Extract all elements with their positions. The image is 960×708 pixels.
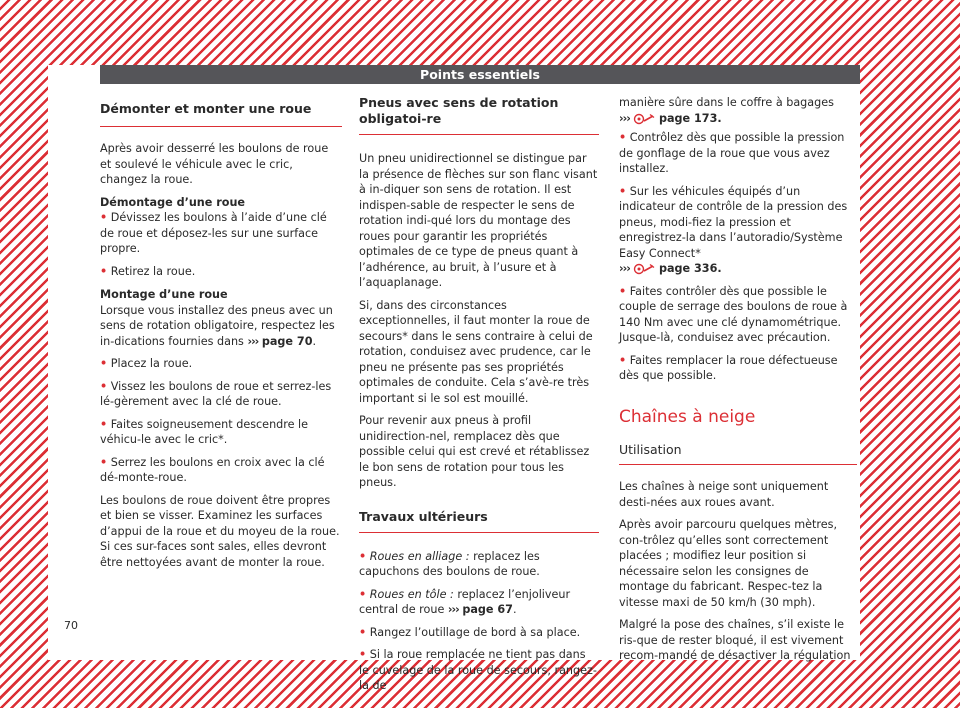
subsection-title-utilisation: Utilisation: [619, 442, 857, 466]
column-3: [619, 95, 857, 671]
paragraph: Un pneu unidirectionnel se distingue par la présence de flèches sur son flanc visant à in-diquer son sens de rotation. Il est indispen-sable de respecter le sens de rotation indi-qué lors du montage des roues pour garantir les propriétés optimales de ce type de pneus quant à l’adhérence, au bruit, à l’usure et à l’aquaplanage.: [359, 152, 598, 289]
bullet-icon: •: [359, 648, 367, 661]
list-item: • Faites soigneusement descendre le véhicu-le avec le cric*.: [100, 417, 309, 446]
bullet-icon: •: [619, 131, 627, 144]
bullet-icon: •: [619, 184, 627, 198]
continued-paragraph: manière sûre dans le coffre à bagages ››› page 173.: [619, 96, 834, 125]
montage-paragraph: Lorsque vous installez des pneus avec un sens de rotation obligatoire, respectez les in-dications fournies dans ››› page 70.: [100, 303, 335, 348]
bullet-icon: •: [100, 357, 108, 370]
tools-icon: [633, 263, 655, 275]
tools-icon: [633, 113, 655, 125]
link-arrow-icon: ›››: [619, 262, 630, 275]
paragraph: Si, dans des circonstances exceptionnelles, il faut monter la roue de secours* dans le sens contraire à celui de rotation, conduisez avec prudence, car le pneu ne présente pas ses propriétés optimales de conduite. Cela s’avè-re très important si le sol est mouillé.: [359, 298, 593, 405]
list-item: • Roues en tôle : replacez l’enjoliveur central de roue ››› page 67.: [359, 587, 571, 616]
paragraph: Malgré la pose des chaînes, s’il existe le ris-que de rester bloqué, il est vivement recom-mandé de désactiver la régulation: [619, 618, 851, 662]
page-number: 70: [48, 617, 94, 635]
bullet-icon: •: [359, 587, 367, 601]
link-arrow-icon: ›››: [619, 111, 630, 125]
section-heading-pneus: Pneus avec sens de rotation obligatoi-re: [359, 95, 599, 135]
bullet-icon: •: [100, 264, 108, 278]
list-item: • Rangez l’outillage de bord à sa place.: [359, 625, 581, 639]
page-link[interactable]: page 336.: [658, 262, 722, 275]
page-link[interactable]: page 173.: [658, 111, 722, 125]
bullet-icon: •: [359, 549, 367, 563]
bullet-icon: •: [359, 625, 367, 639]
list-item: • Faites contrôler dès que possible le couple de serrage des boulons de roue à 140 Nm avec une clé dynamométrique. Jusque-là, conduisez avec précaution.: [619, 284, 848, 344]
page: [48, 65, 860, 692]
bullet-icon: •: [100, 211, 108, 224]
bullet-icon: •: [619, 284, 627, 298]
link-arrow-icon: ›››: [247, 334, 259, 348]
list-item: • Serrez les boulons en croix avec la clé dé-monte-roue.: [100, 455, 325, 484]
paragraph: Après avoir parcouru quelques mètres, con-trôlez qu’elles sont correctement placées ; modifiez leur position si nécessaire selon les consignes de montage du fabricant. Respec-tez la vitesse maxi de 50 km/h (30 mph).: [619, 518, 838, 609]
list-item: • Roues en alliage : replacez les capuchons des boulons de roue.: [359, 549, 540, 578]
montage-title: Montage d’une roue: [100, 288, 228, 301]
link-arrow-icon: ›››: [447, 603, 459, 616]
list-item: • Sur les véhicules équipés d’un indicateur de contrôle de la pression des pneus, modi-fiez la pression et enregistrez-la dans l’autoradio/Système Easy Connect* ››› page 336.: [619, 184, 848, 275]
page-link[interactable]: page 67: [462, 603, 513, 616]
list-item: • Faites remplacer la roue défectueuse dès que possible.: [619, 353, 838, 382]
section-title-chaines: Chaînes à neige: [619, 406, 756, 427]
section-heading-demonter: Démonter et monter une roue: [100, 101, 342, 127]
bullet-icon: •: [100, 417, 108, 431]
list-item: • Vissez les boulons de roue et serrez-les lé-gèrement avec la clé de roue.: [100, 379, 332, 408]
list-item: • Placez la roue.: [100, 357, 193, 370]
bullet-icon: •: [619, 353, 627, 367]
bullet-icon: •: [100, 455, 108, 469]
page-header: Points essentiels: [100, 65, 860, 84]
column-1: [100, 101, 342, 577]
bullet-icon: •: [100, 379, 108, 393]
list-item: • Si la roue remplacée ne tient pas dans le cuvelage de la roue de secours, rangez-la de: [359, 648, 597, 692]
page-link[interactable]: page 70: [261, 334, 313, 348]
closing-paragraph: Les boulons de roue doivent être propres et bien se visser. Examinez les surfaces d’appui de la roue et du moyeu de la roue. Si ces sur-faces sont sales, elles devront être nettoyées avant de monter la roue.: [100, 493, 340, 569]
list-item: • Retirez la roue.: [100, 264, 196, 278]
list-item: • Dévissez les boulons à l’aide d’une clé de roue et déposez-les sur une surface propre.: [100, 211, 327, 255]
intro-paragraph: Après avoir desserré les boulons de roue et soulevé le véhicule avec le cric, changez la roue.: [100, 142, 329, 186]
paragraph: Pour revenir aux pneus à profil unidirection-nel, remplacez dès que possible celui qui est crevé et rétablissez le bon sens de rotation pour tous les pneus.: [359, 414, 590, 489]
demontage-title: Démontage d’une roue: [100, 195, 245, 209]
list-item: • Contrôlez dès que possible la pression de gonflage de la roue que vous avez installez.: [619, 131, 845, 175]
column-2: [359, 95, 599, 701]
paragraph: Les chaînes à neige sont uniquement desti-nées aux roues avant.: [619, 480, 829, 509]
section-heading-travaux: Travaux ultérieurs: [359, 509, 599, 533]
